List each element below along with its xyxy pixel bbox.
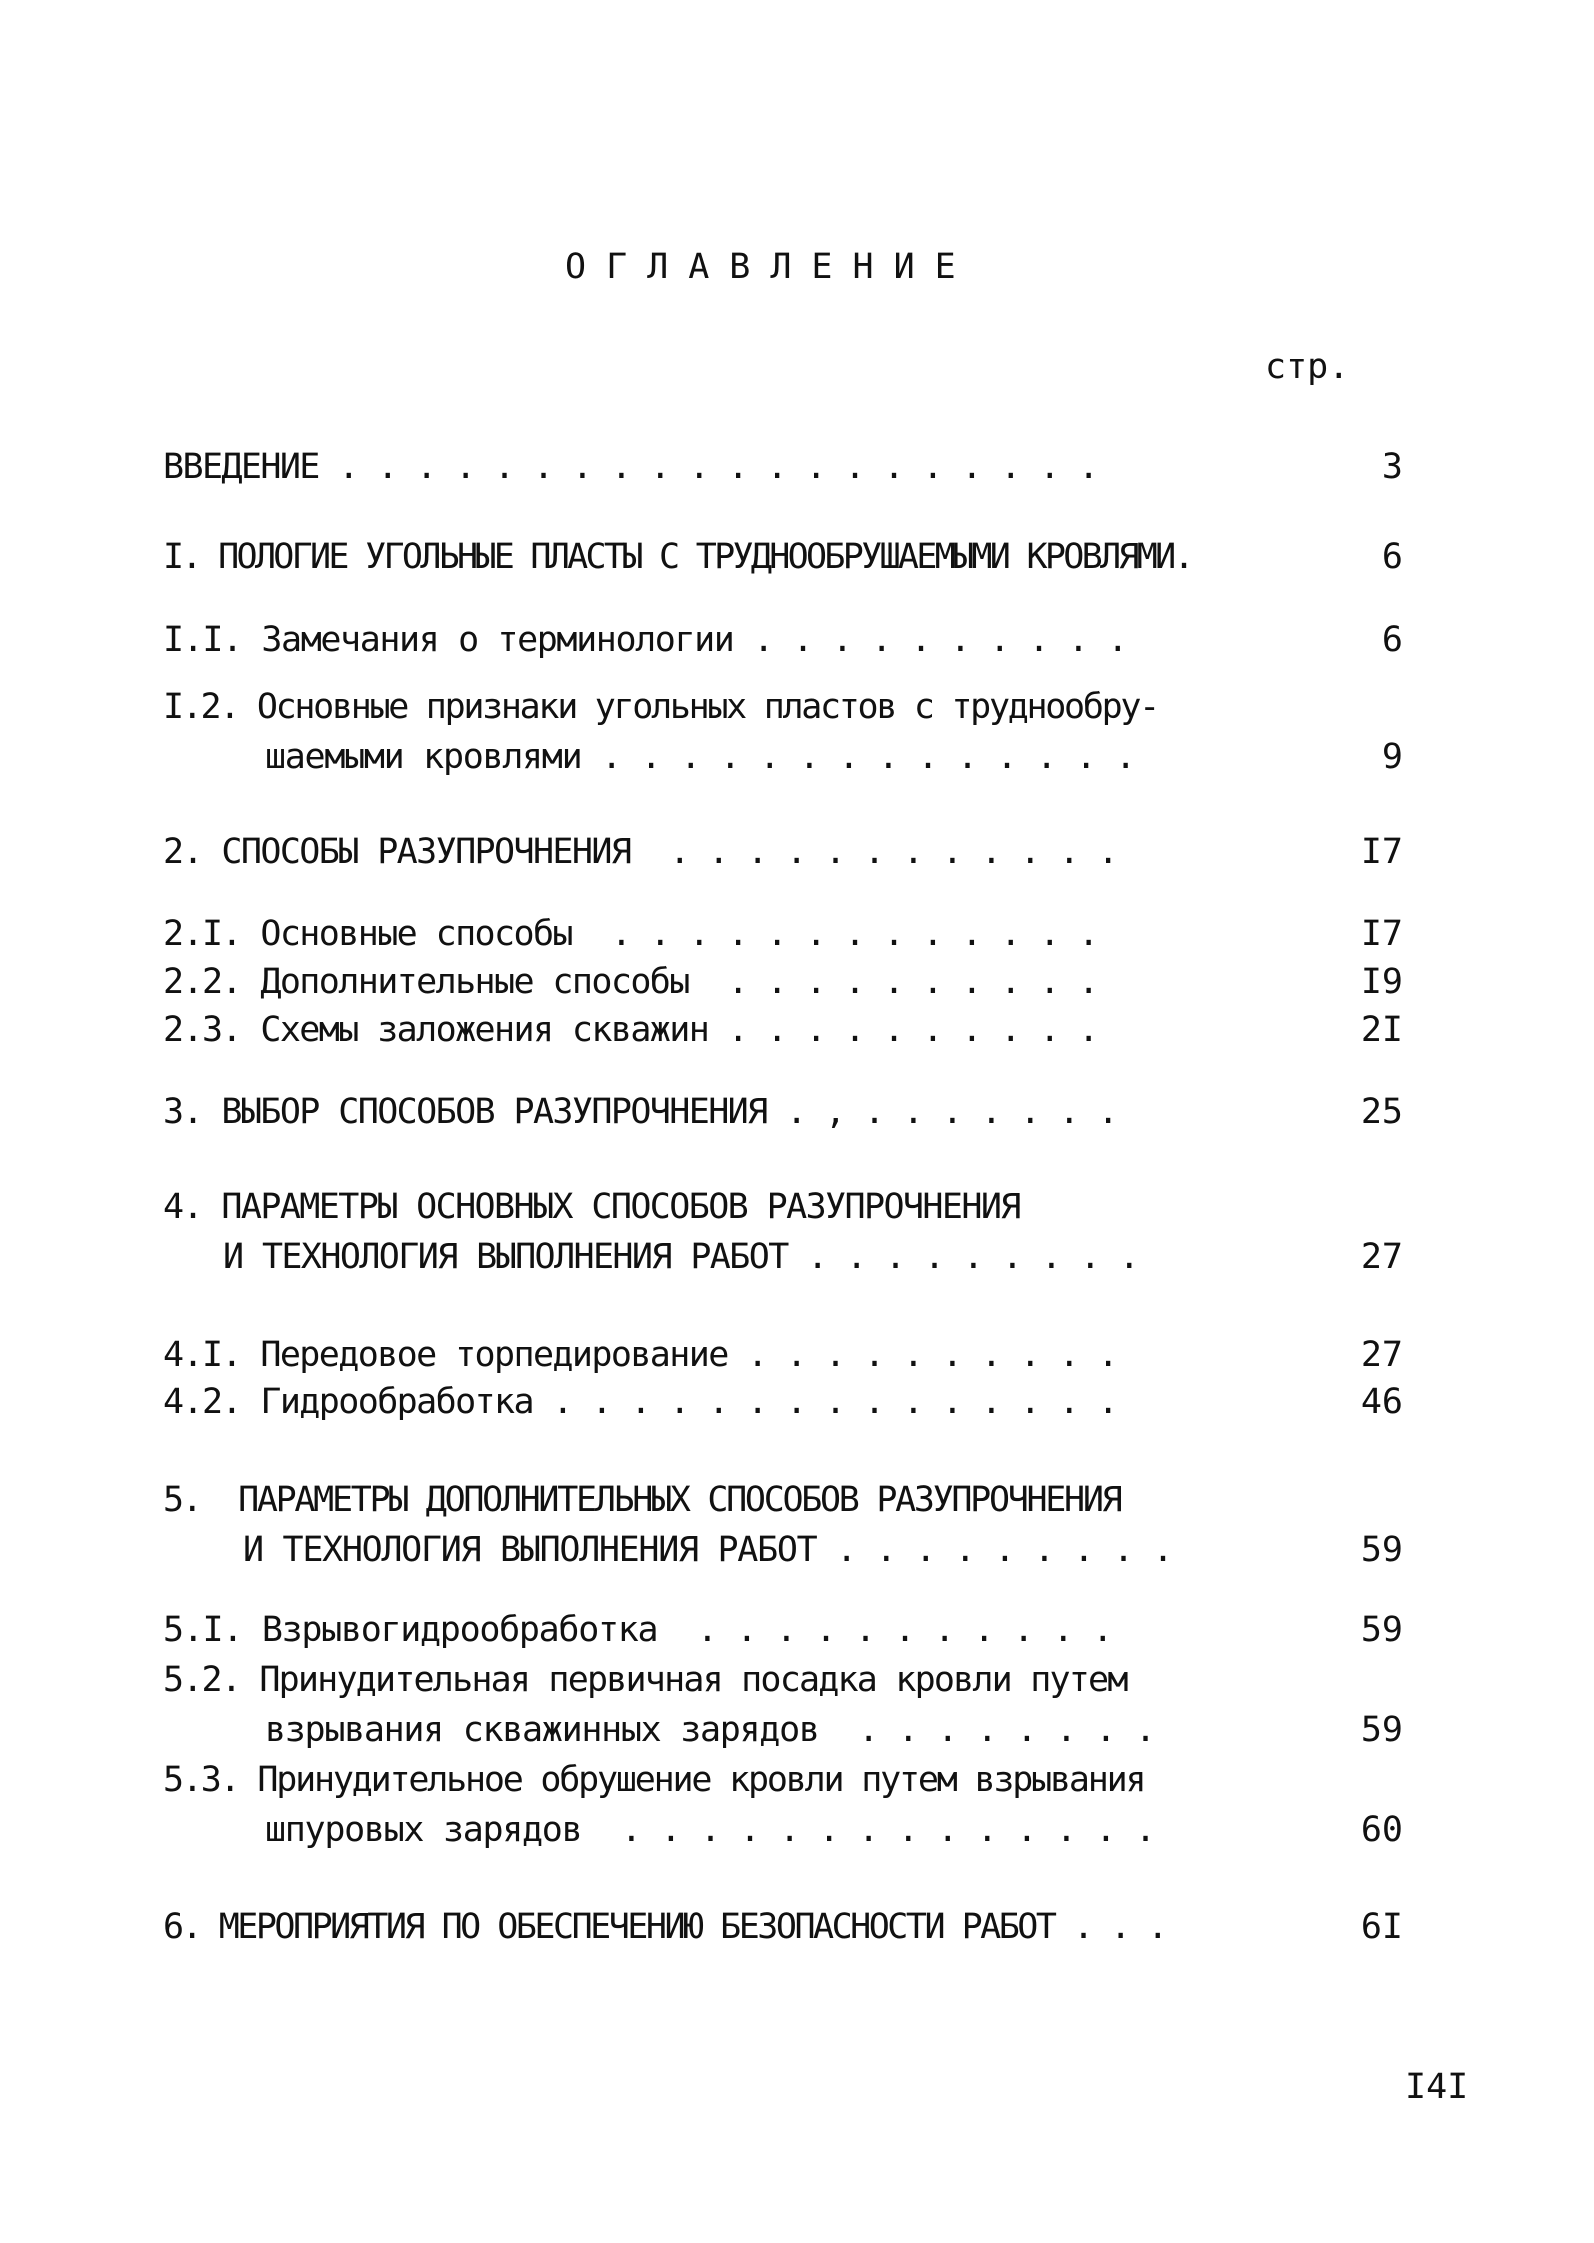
toc-entry-page: 27 — [1360, 1237, 1403, 1277]
toc-entry-page: 59 — [1360, 1710, 1403, 1750]
toc-entry-page: 6 — [1381, 537, 1403, 577]
toc-entry-text: И ТЕХНОЛОГИЯ ВЫПОЛНЕНИЯ РАБОТ . . . . . . . . . — [223, 1237, 1139, 1277]
toc-entry-text: 3. ВЫБОР СПОСОБОВ РАЗУПРОЧНЕНИЯ . , . . . . . . . — [163, 1092, 1118, 1132]
toc-entry-text: 4.I. Передовое торпедирование . . . . . . . . . . — [163, 1335, 1118, 1375]
toc-entry-text: 5. ПАРАМЕТРЫ ДОПОЛНИТЕЛЬНЫХ СПОСОБОВ РАЗУПРОЧНЕНИЯ — [163, 1480, 1121, 1520]
toc-entry-text: 2. СПОСОБЫ РАЗУПРОЧНЕНИЯ . . . . . . . . . . . . — [163, 832, 1118, 872]
toc-entry-page: I7 — [1360, 832, 1403, 872]
toc-entry-text: 2.3. Схемы заложения скважин . . . . . . . . . . — [163, 1010, 1098, 1050]
toc-entry-page: 6 — [1381, 620, 1403, 660]
toc-entry-page: I9 — [1360, 962, 1403, 1002]
toc-entry-page: 6I — [1360, 1907, 1403, 1947]
toc-entry-text: 5.2. Принудительная первичная посадка кровли путем — [163, 1660, 1127, 1700]
toc-entry-text: I.2. Основные признаки угольных пластов с труднообру- — [163, 687, 1158, 727]
toc-entry-page: 2I — [1360, 1010, 1403, 1050]
toc-entry-text: 4.2. Гидрообработка . . . . . . . . . . . . . . . — [163, 1382, 1118, 1422]
toc-entry-page: I7 — [1360, 914, 1403, 954]
toc-entry-page: 46 — [1360, 1382, 1403, 1422]
toc-entry-text: шпуровых зарядов . . . . . . . . . . . . . . — [265, 1810, 1155, 1850]
toc-entry-page: 60 — [1360, 1810, 1403, 1850]
toc-entry-text: шаемыми кровлями . . . . . . . . . . . . . . — [265, 737, 1135, 777]
toc-entry-text: 5.3. Принудительное обрушение кровли путем взрывания — [163, 1760, 1145, 1800]
toc-entry-text: 2.2. Дополнительные способы . . . . . . . . . . — [163, 962, 1098, 1002]
page-number: I4I — [1405, 2067, 1469, 2107]
toc-entry-text: 4. ПАРАМЕТРЫ ОСНОВНЫХ СПОСОБОВ РАЗУПРОЧНЕНИЯ — [163, 1187, 1020, 1227]
toc-entry-page: 3 — [1381, 447, 1403, 487]
toc-entry-page: 27 — [1360, 1335, 1403, 1375]
toc-entry-page: 25 — [1360, 1092, 1403, 1132]
toc-entry-page: 9 — [1381, 737, 1403, 777]
toc-entry-text: ВВЕДЕНИЕ . . . . . . . . . . . . . . . . . . . . — [163, 447, 1098, 487]
toc-entry-page: 59 — [1360, 1530, 1403, 1570]
toc-entry-text: I. ПОЛОГИЕ УГОЛЬНЫЕ ПЛАСТЫ С ТРУДНООБРУШАЕМЫМИ КРОВЛЯМИ. — [163, 537, 1192, 577]
toc-entry-text: 2.I. Основные способы . . . . . . . . . . . . . — [163, 914, 1098, 954]
toc-entry-text: 5.I. Взрывогидрообработка . . . . . . . . . . . — [163, 1610, 1113, 1650]
toc-entry-text: 6. МЕРОПРИЯТИЯ ПО ОБЕСПЕЧЕНИЮ БЕЗОПАСНОСТИ РАБОТ . . . — [163, 1907, 1166, 1947]
toc-title: ОГЛАВЛЕНИЕ — [565, 247, 976, 287]
page-column-header: стр. — [1265, 347, 1350, 387]
toc-entry-text: взрывания скважинных зарядов . . . . . . . . — [265, 1710, 1155, 1750]
toc-entry-text: И ТЕХНОЛОГИЯ ВЫПОЛНЕНИЯ РАБОТ . . . . . . . . . — [243, 1530, 1173, 1570]
toc-entry-text: I.I. Замечания о терминологии . . . . . . . . . . — [163, 620, 1127, 660]
toc-entry-page: 59 — [1360, 1610, 1403, 1650]
